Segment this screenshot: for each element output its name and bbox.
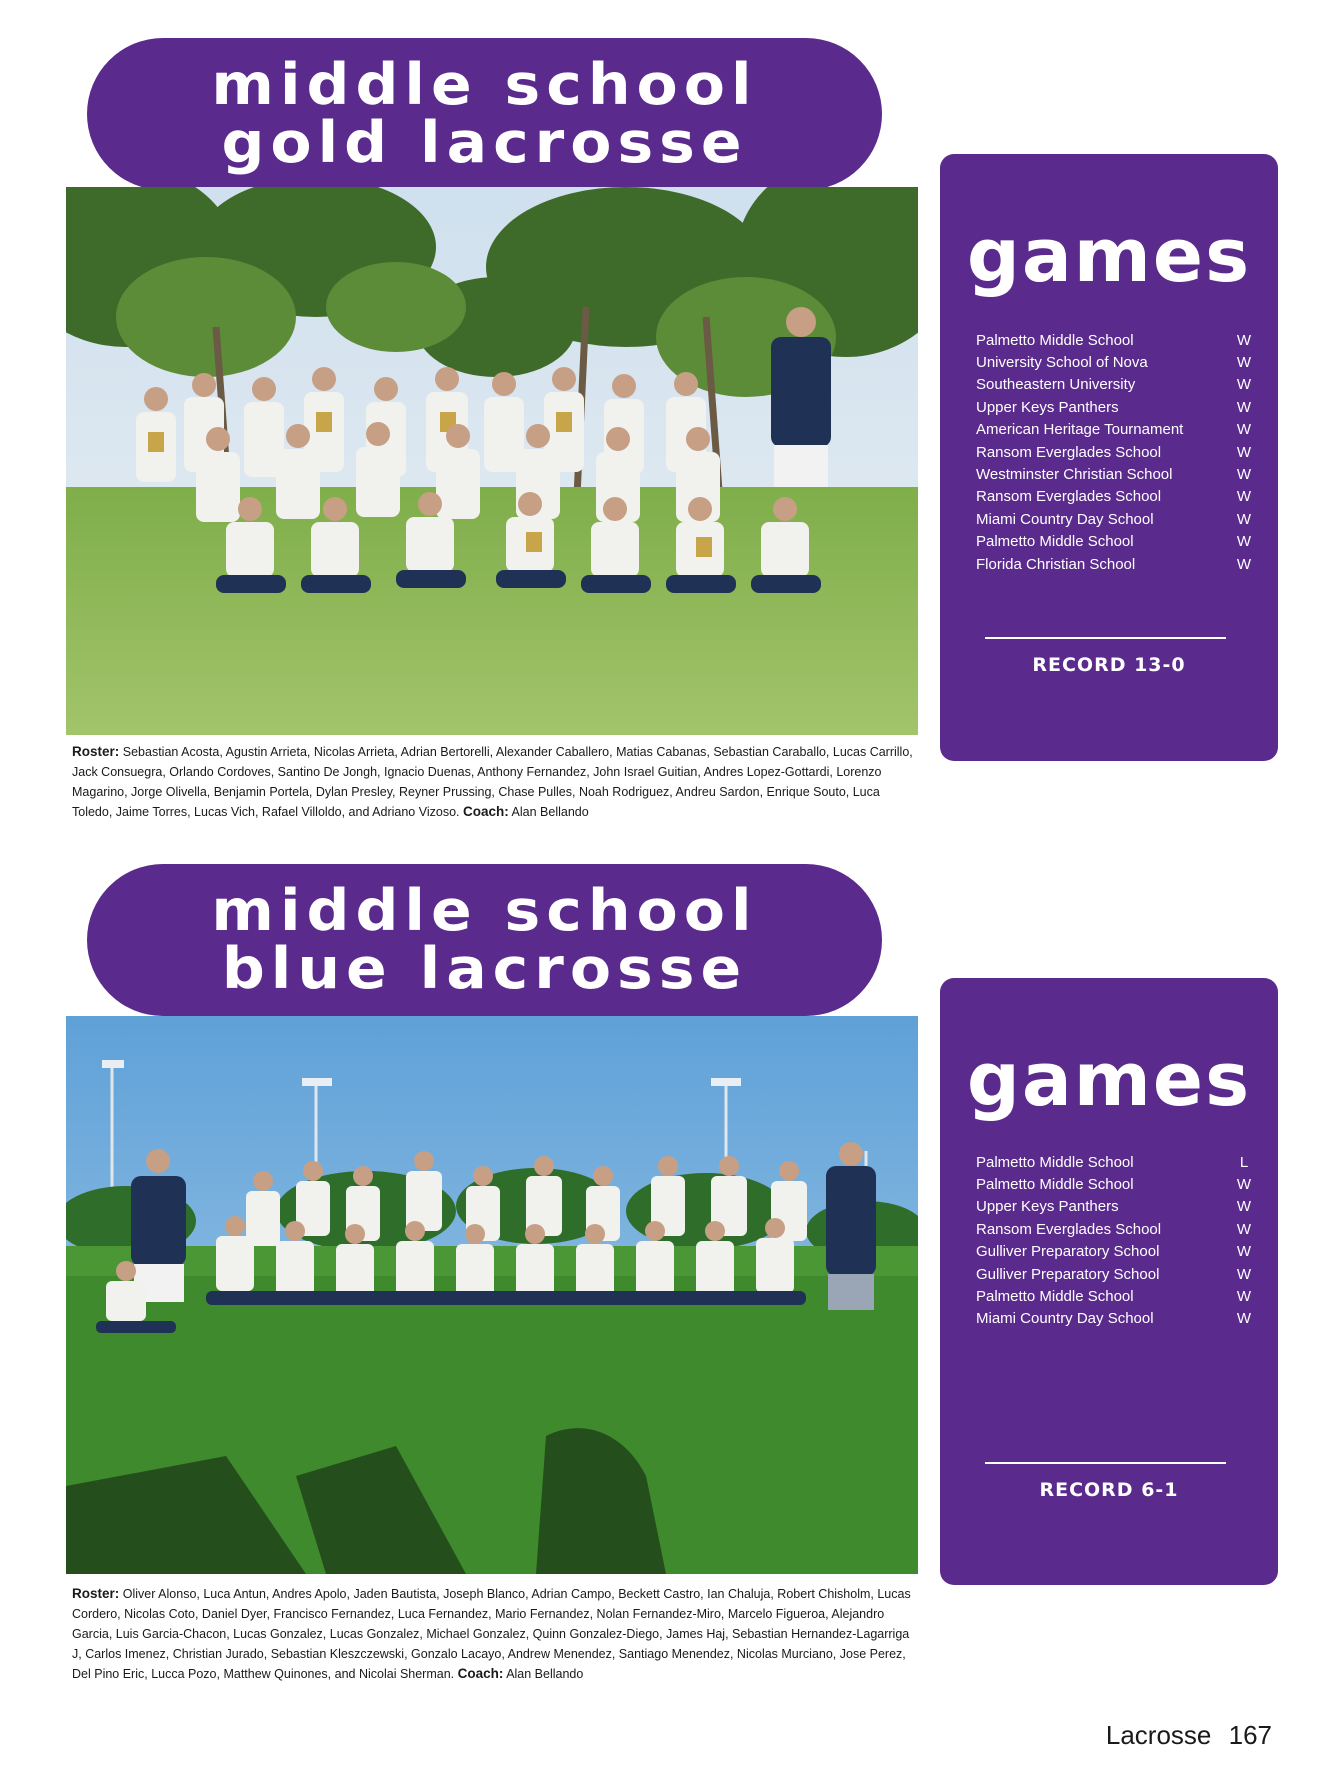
game-opponent: Palmetto Middle School — [976, 1176, 1134, 1194]
game-opponent: Westminster Christian School — [976, 466, 1173, 484]
gold-title-line1: middle school — [211, 51, 758, 119]
gold-game-row — [976, 508, 1254, 530]
blue-title-banner — [87, 864, 882, 1016]
game-opponent: American Heritage Tournament — [976, 421, 1184, 439]
game-result: W — [1236, 1265, 1252, 1283]
roster-label: Roster: — [72, 1586, 120, 1601]
game-opponent: University School of Nova — [976, 354, 1148, 372]
game-opponent: Ransom Everglades School — [976, 488, 1162, 506]
blue-game-row — [976, 1308, 1254, 1330]
page-number: 167 — [1228, 1720, 1272, 1750]
blue-title-line2: blue lacrosse — [221, 935, 748, 1003]
page-footer — [1106, 1720, 1272, 1751]
game-result: W — [1236, 443, 1252, 461]
gold-team-photo — [66, 187, 918, 735]
game-result: W — [1236, 1198, 1252, 1216]
gold-title-banner — [87, 38, 882, 190]
roster-names: Sebastian Acosta, Agustin Arrieta, Nicolas Arrieta, Adrian Bertorelli, Alexander Caballero, Matias Cabanas, Sebastian Caraballo, Lucas Carrillo, Jack Consuegra, Orlando Cordoves, Santino De Jongh, Ignacio Duenas, Anthony Fernandez, John Israel Guitian, Andres Lopez-Gottardi, Lorenzo Magarino, Jorge Olivella, Benjamin Portela, Dylan Presley, Reyner Prussing, Chase Pulles, Noah Rodriguez, Andreu Sardon, Enrique Souto, Luca Toledo, Jaime Torres, Lucas Vich, Rafael Villoldo, and Adriano Vizoso. — [72, 745, 913, 819]
gold-game-row — [976, 419, 1254, 441]
coach-label: Coach: — [462, 804, 509, 819]
game-result: W — [1236, 421, 1252, 439]
game-result: W — [1236, 1243, 1252, 1261]
gold-game-row — [976, 441, 1254, 463]
blue-roster-caption — [72, 1584, 920, 1684]
blue-game-row — [976, 1173, 1254, 1195]
blue-games-title: games — [966, 1037, 1252, 1123]
game-result: W — [1236, 331, 1252, 349]
game-result: W — [1236, 1176, 1252, 1194]
game-opponent: Palmetto Middle School — [976, 1288, 1134, 1306]
gold-game-row — [976, 463, 1254, 485]
game-opponent: Upper Keys Panthers — [976, 1198, 1119, 1216]
game-opponent: Miami Country Day School — [976, 1310, 1154, 1328]
game-opponent: Palmetto Middle School — [976, 1153, 1134, 1171]
roster-label: Roster: — [72, 744, 120, 759]
blue-title-line1: middle school — [211, 877, 758, 945]
blue-record-divider — [985, 1462, 1226, 1464]
blue-team-photo-image — [66, 1016, 918, 1574]
blue-game-row — [976, 1151, 1254, 1173]
game-result: W — [1236, 555, 1252, 573]
gold-game-row — [976, 374, 1254, 396]
game-opponent: Palmetto Middle School — [976, 533, 1134, 551]
blue-game-row — [976, 1196, 1254, 1218]
game-result: W — [1236, 466, 1252, 484]
game-result: W — [1236, 488, 1252, 506]
game-result: L — [1239, 1153, 1249, 1171]
gold-games-panel — [940, 154, 1278, 761]
coach-label: Coach: — [457, 1666, 504, 1681]
gold-game-row — [976, 553, 1254, 575]
gold-record: RECORD 13-0 — [1032, 654, 1186, 676]
game-result: W — [1236, 1288, 1252, 1306]
gold-roster-caption — [72, 742, 920, 822]
game-opponent: Ransom Everglades School — [976, 1220, 1162, 1238]
gold-game-row — [976, 396, 1254, 418]
coach-name: Alan Bellando — [506, 1667, 584, 1681]
game-opponent: Gulliver Preparatory School — [976, 1243, 1160, 1261]
game-opponent: Ransom Everglades School — [976, 443, 1162, 461]
gold-game-row — [976, 329, 1254, 351]
gold-game-row — [976, 531, 1254, 553]
game-result: W — [1236, 398, 1252, 416]
game-opponent: Palmetto Middle School — [976, 331, 1134, 349]
game-opponent: Southeastern University — [976, 376, 1136, 394]
game-result: W — [1236, 1310, 1252, 1328]
gold-title-line2: gold lacrosse — [221, 109, 748, 177]
blue-game-row — [976, 1218, 1254, 1240]
game-opponent: Gulliver Preparatory School — [976, 1265, 1160, 1283]
gold-games-list — [976, 329, 1254, 575]
game-opponent: Upper Keys Panthers — [976, 398, 1119, 416]
gold-game-row — [976, 351, 1254, 373]
coach-name: Alan Bellando — [511, 805, 589, 819]
blue-team-photo — [66, 1016, 918, 1574]
blue-games-panel — [940, 978, 1278, 1585]
blue-game-row — [976, 1263, 1254, 1285]
game-result: W — [1236, 1220, 1252, 1238]
gold-game-row — [976, 486, 1254, 508]
game-result: W — [1236, 510, 1252, 528]
blue-record: RECORD 6-1 — [1039, 1479, 1179, 1501]
game-result: W — [1236, 376, 1252, 394]
blue-game-row — [976, 1285, 1254, 1307]
gold-record-divider — [985, 637, 1226, 639]
game-opponent: Miami Country Day School — [976, 510, 1154, 528]
roster-names: Oliver Alonso, Luca Antun, Andres Apolo, Jaden Bautista, Joseph Blanco, Adrian Campo, Beckett Castro, Ian Chaluja, Robert Chisholm, Lucas Cordero, Nicolas Coto, Daniel Dyer, Francisco Fernandez, Luca Fernandez, Mario Fernandez, Nolan Fernandez-Miro, Marcelo Figueroa, Alejandro Garcia, Luis Garcia-Chacon, Lucas Gonzalez, Lucas Gonzalez, Michael Gonzalez, Quinn Gonzalez-Diego, James Haj, Sebastian Hernandez-Lagarriga J, Carlos Imenez, Christian Jurado, Sebastian Kleszczewski, Gonzalo Lacayo, Andrew Menendez, Santiago Menendez, Nicolas Murciano, Jose Perez, Del Pino Eric, Lucca Pozo, Matthew Quinones, and Nicolai Sherman. — [72, 1587, 911, 1681]
game-result: W — [1236, 533, 1252, 551]
footer-section-name: Lacrosse — [1105, 1720, 1212, 1750]
gold-team-photo-image — [66, 187, 918, 735]
gold-games-title: games — [966, 213, 1252, 299]
blue-games-list — [976, 1151, 1254, 1330]
game-opponent: Florida Christian School — [976, 555, 1136, 573]
blue-game-row — [976, 1241, 1254, 1263]
game-result: W — [1236, 354, 1252, 372]
